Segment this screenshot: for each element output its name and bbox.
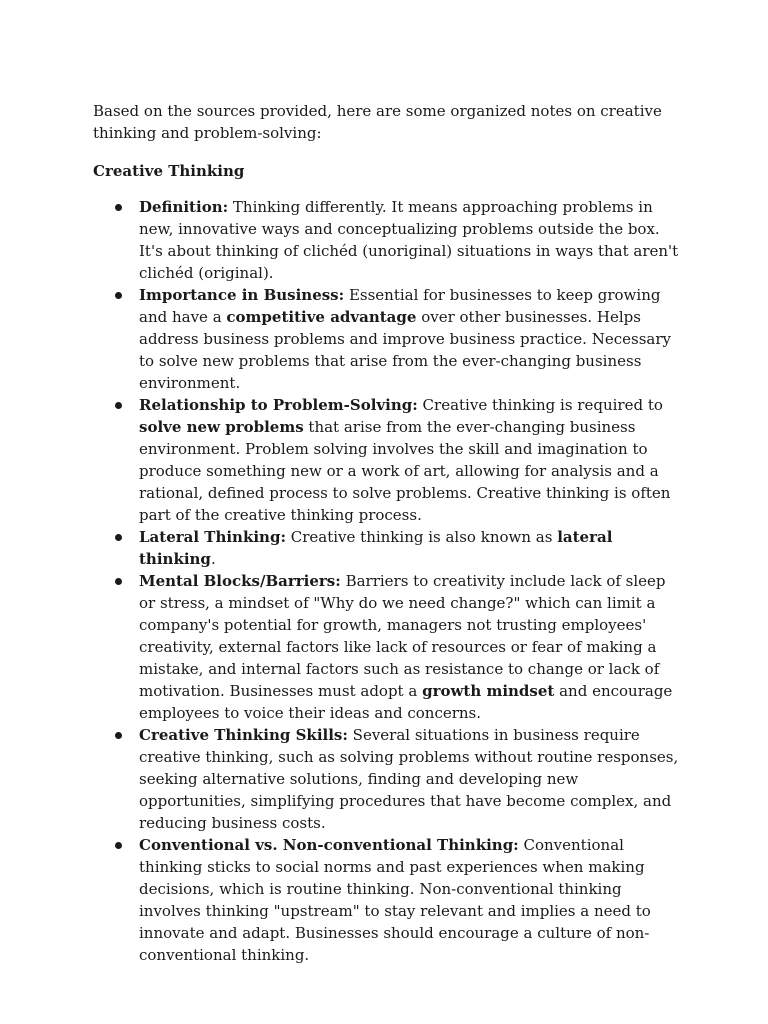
list-item [93,724,683,834]
item-emphasis: growth mindset [422,682,555,700]
item-text: Creative thinking is also known as [285,528,558,546]
bullet-icon [115,204,122,211]
list-item [93,526,683,570]
list-item [93,284,683,394]
list-item [93,570,683,724]
intro-paragraph: Based on the sources provided, here are some organized notes on creative thinking and problem-solving: [93,102,662,142]
item-emphasis: lateral thinking [139,528,613,568]
bullet-icon [115,842,122,849]
item-emphasis: solve new problems [139,418,304,436]
item-label: Importance in Business: [139,286,345,304]
item-text: over other businesses. Helps address business problems and improve business practice. Necessary to solve new problems that arise from the ever-changing business environment. [139,308,671,392]
item-text: Thinking differently. It means approaching problems in new, innovative ways and conceptualizing problems outside the box. It's about thinking of clichéd (unoriginal) situations in ways that aren't clichéd (original). [139,198,679,282]
item-text: Barriers to creativity include lack of sleep or stress, a mindset of "Why do we need change?" which can limit a company's potential for growth, managers not trusting employees' creativity, external factors like lack of resources or fear of making a mistake, and internal factors such as resistance to change or lack of motivation. Businesses must adopt a [139,572,666,700]
item-label: Definition: [139,198,229,216]
item-text: Creative thinking is required to [417,396,663,414]
item-text: Conventional thinking sticks to social norms and past experiences when making decisions, which is routine thinking. Non-conventional thinking involves thinking "upstream" to stay relevant and implies a need to innovate and adapt. Businesses should encourage a culture of non-conventional thinking. [139,836,651,964]
bullet-icon [115,578,122,585]
item-text: Essential for businesses to keep growing and have a [139,286,661,326]
item-label: Mental Blocks/Barriers: [139,572,341,590]
item-label: Conventional vs. Non-conventional Thinking: [139,836,519,854]
bullet-icon [115,534,122,541]
bullet-icon [115,292,122,299]
item-text: . [210,550,216,568]
notes-list [93,196,683,966]
bullet-icon [115,402,122,409]
section-heading: Creative Thinking [93,162,245,180]
list-item [93,834,683,966]
item-text: and encourage employees to voice their ideas and concerns. [139,682,673,722]
list-item [93,394,683,526]
document-page [93,100,683,966]
item-label: Creative Thinking Skills: [139,726,348,744]
bullet-icon [115,732,122,739]
item-text: that arise from the ever-changing business environment. Problem solving involves the skill and imagination to produce something new or a work of art, allowing for analysis and a rational, defined process to solve problems. Creative thinking is often part of the creative thinking process. [139,418,671,524]
item-label: Lateral Thinking: [139,528,286,546]
item-emphasis: competitive advantage [226,308,417,326]
item-label: Relationship to Problem-Solving: [139,396,418,414]
list-item [93,196,683,284]
item-text: Several situations in business require creative thinking, such as solving problems without routine responses, seeking alternative solutions, finding and developing new opportunities, simplifying procedures that have become complex, and reducing business costs. [139,726,679,832]
